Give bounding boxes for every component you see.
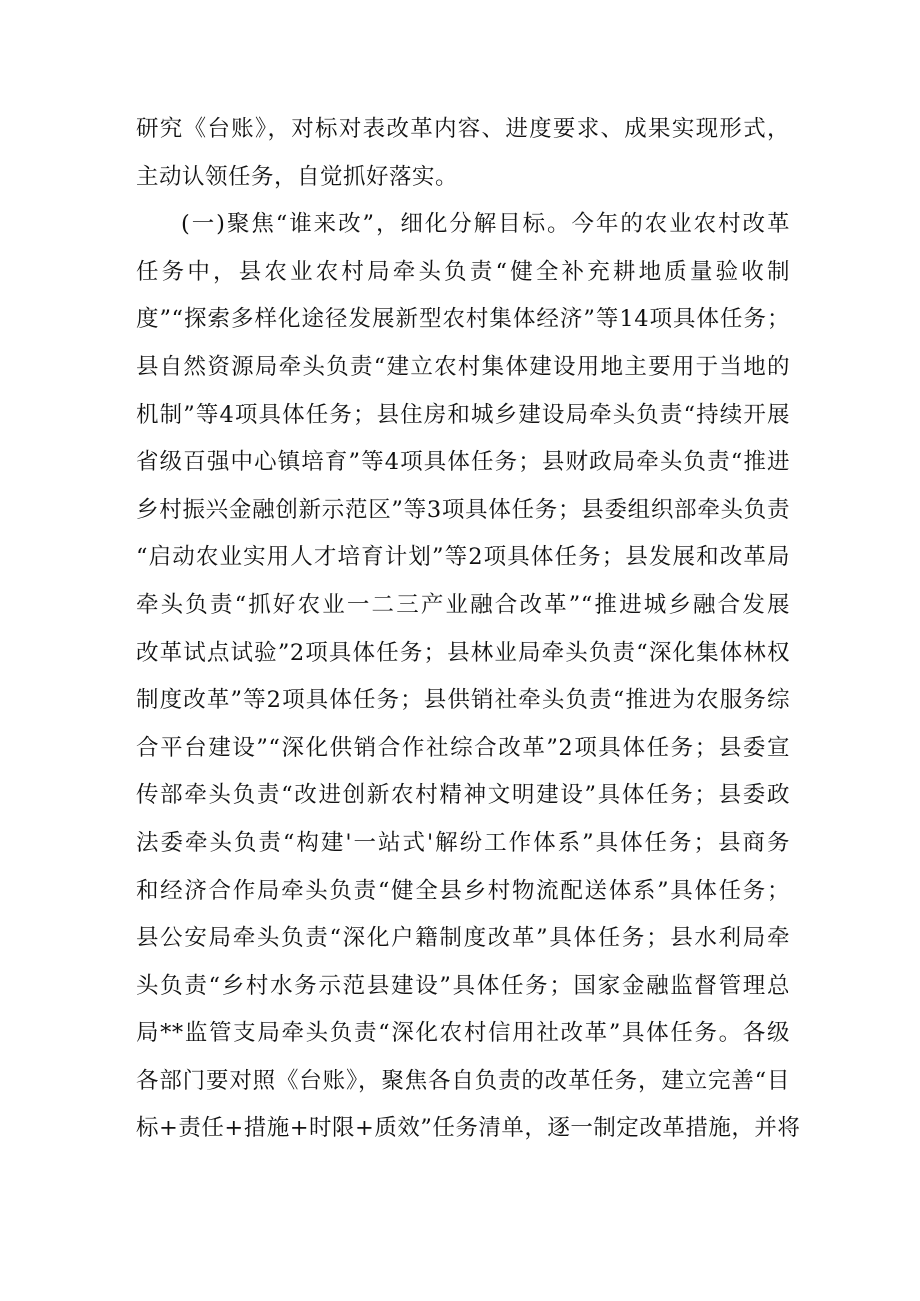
- text-line-11: 牵头负责“抓好农业一二三产业融合改革”“推进城乡融合发展: [136, 591, 790, 618]
- text-line-18: 县公安局牵头负责“深化户籍制度改革”具体任务；县水利局牵: [136, 925, 790, 952]
- text-line-2: 主动认领任务，自觉抓好落实。: [136, 163, 459, 190]
- text-line-20: 局**监管支局牵头负责“深化农村信用社改革”具体任务。各级: [136, 1020, 790, 1047]
- text-line-10: “启动农业实用人才培育计划”等2项具体任务；县发展和改革局: [136, 544, 790, 571]
- text-line-1: 研究《台账》，对标对表改革内容、进度要求、成果实现形式，: [136, 116, 790, 142]
- text-line-17: 和经济合作局牵头负责“健全县乡村物流配送体系”具体任务；: [136, 877, 790, 904]
- text-line-12: 改革试点试验”2项具体任务；县林业局牵头负责“深化集体林权: [136, 639, 790, 666]
- text-line-13: 制度改革”等2项具体任务；县供销社牵头负责“推进为农服务综: [136, 687, 790, 714]
- text-line-4: 任务中，县农业农村局牵头负责“健全补充耕地质量验收制: [136, 258, 790, 285]
- text-line-21: 各部门要对照《台账》，聚焦各自负责的改革任务，建立完善“目: [136, 1067, 790, 1094]
- text-line-22: 标+责任+措施+时限+质效”任务清单，逐一制定改革措施，并将: [136, 1115, 801, 1142]
- text-line-15: 传部牵头负责“改进创新农村精神文明建设”具体任务；县委政: [136, 782, 790, 809]
- text-line-3: (一)聚焦“谁来改”，细化分解目标。今年的农业农村改革: [181, 211, 790, 238]
- text-line-8: 省级百强中心镇培育”等4项具体任务；县财政局牵头负责“推进: [136, 449, 790, 476]
- text-line-16: 法委牵头负责“构建'一站式'解纷工作体系”具体任务；县商务: [136, 829, 790, 856]
- text-line-14: 合平台建设”“深化供销合作社综合改革”2项具体任务；县委宣: [136, 734, 790, 761]
- text-line-6: 县自然资源局牵头负责“建立农村集体建设用地主要用于当地的: [136, 353, 790, 380]
- text-line-9: 乡村振兴金融创新示范区”等3项具体任务；县委组织部牵头负责: [136, 496, 790, 523]
- text-line-5: 度”“探索多样化途径发展新型农村集体经济”等14项具体任务；: [136, 306, 790, 333]
- text-line-7: 机制”等4项具体任务；县住房和城乡建设局牵头负责“持续开展: [136, 401, 790, 428]
- document-body: [136, 106, 801, 1153]
- text-line-19: 头负责“乡村水务示范县建设”具体任务；国家金融监督管理总: [136, 972, 790, 999]
